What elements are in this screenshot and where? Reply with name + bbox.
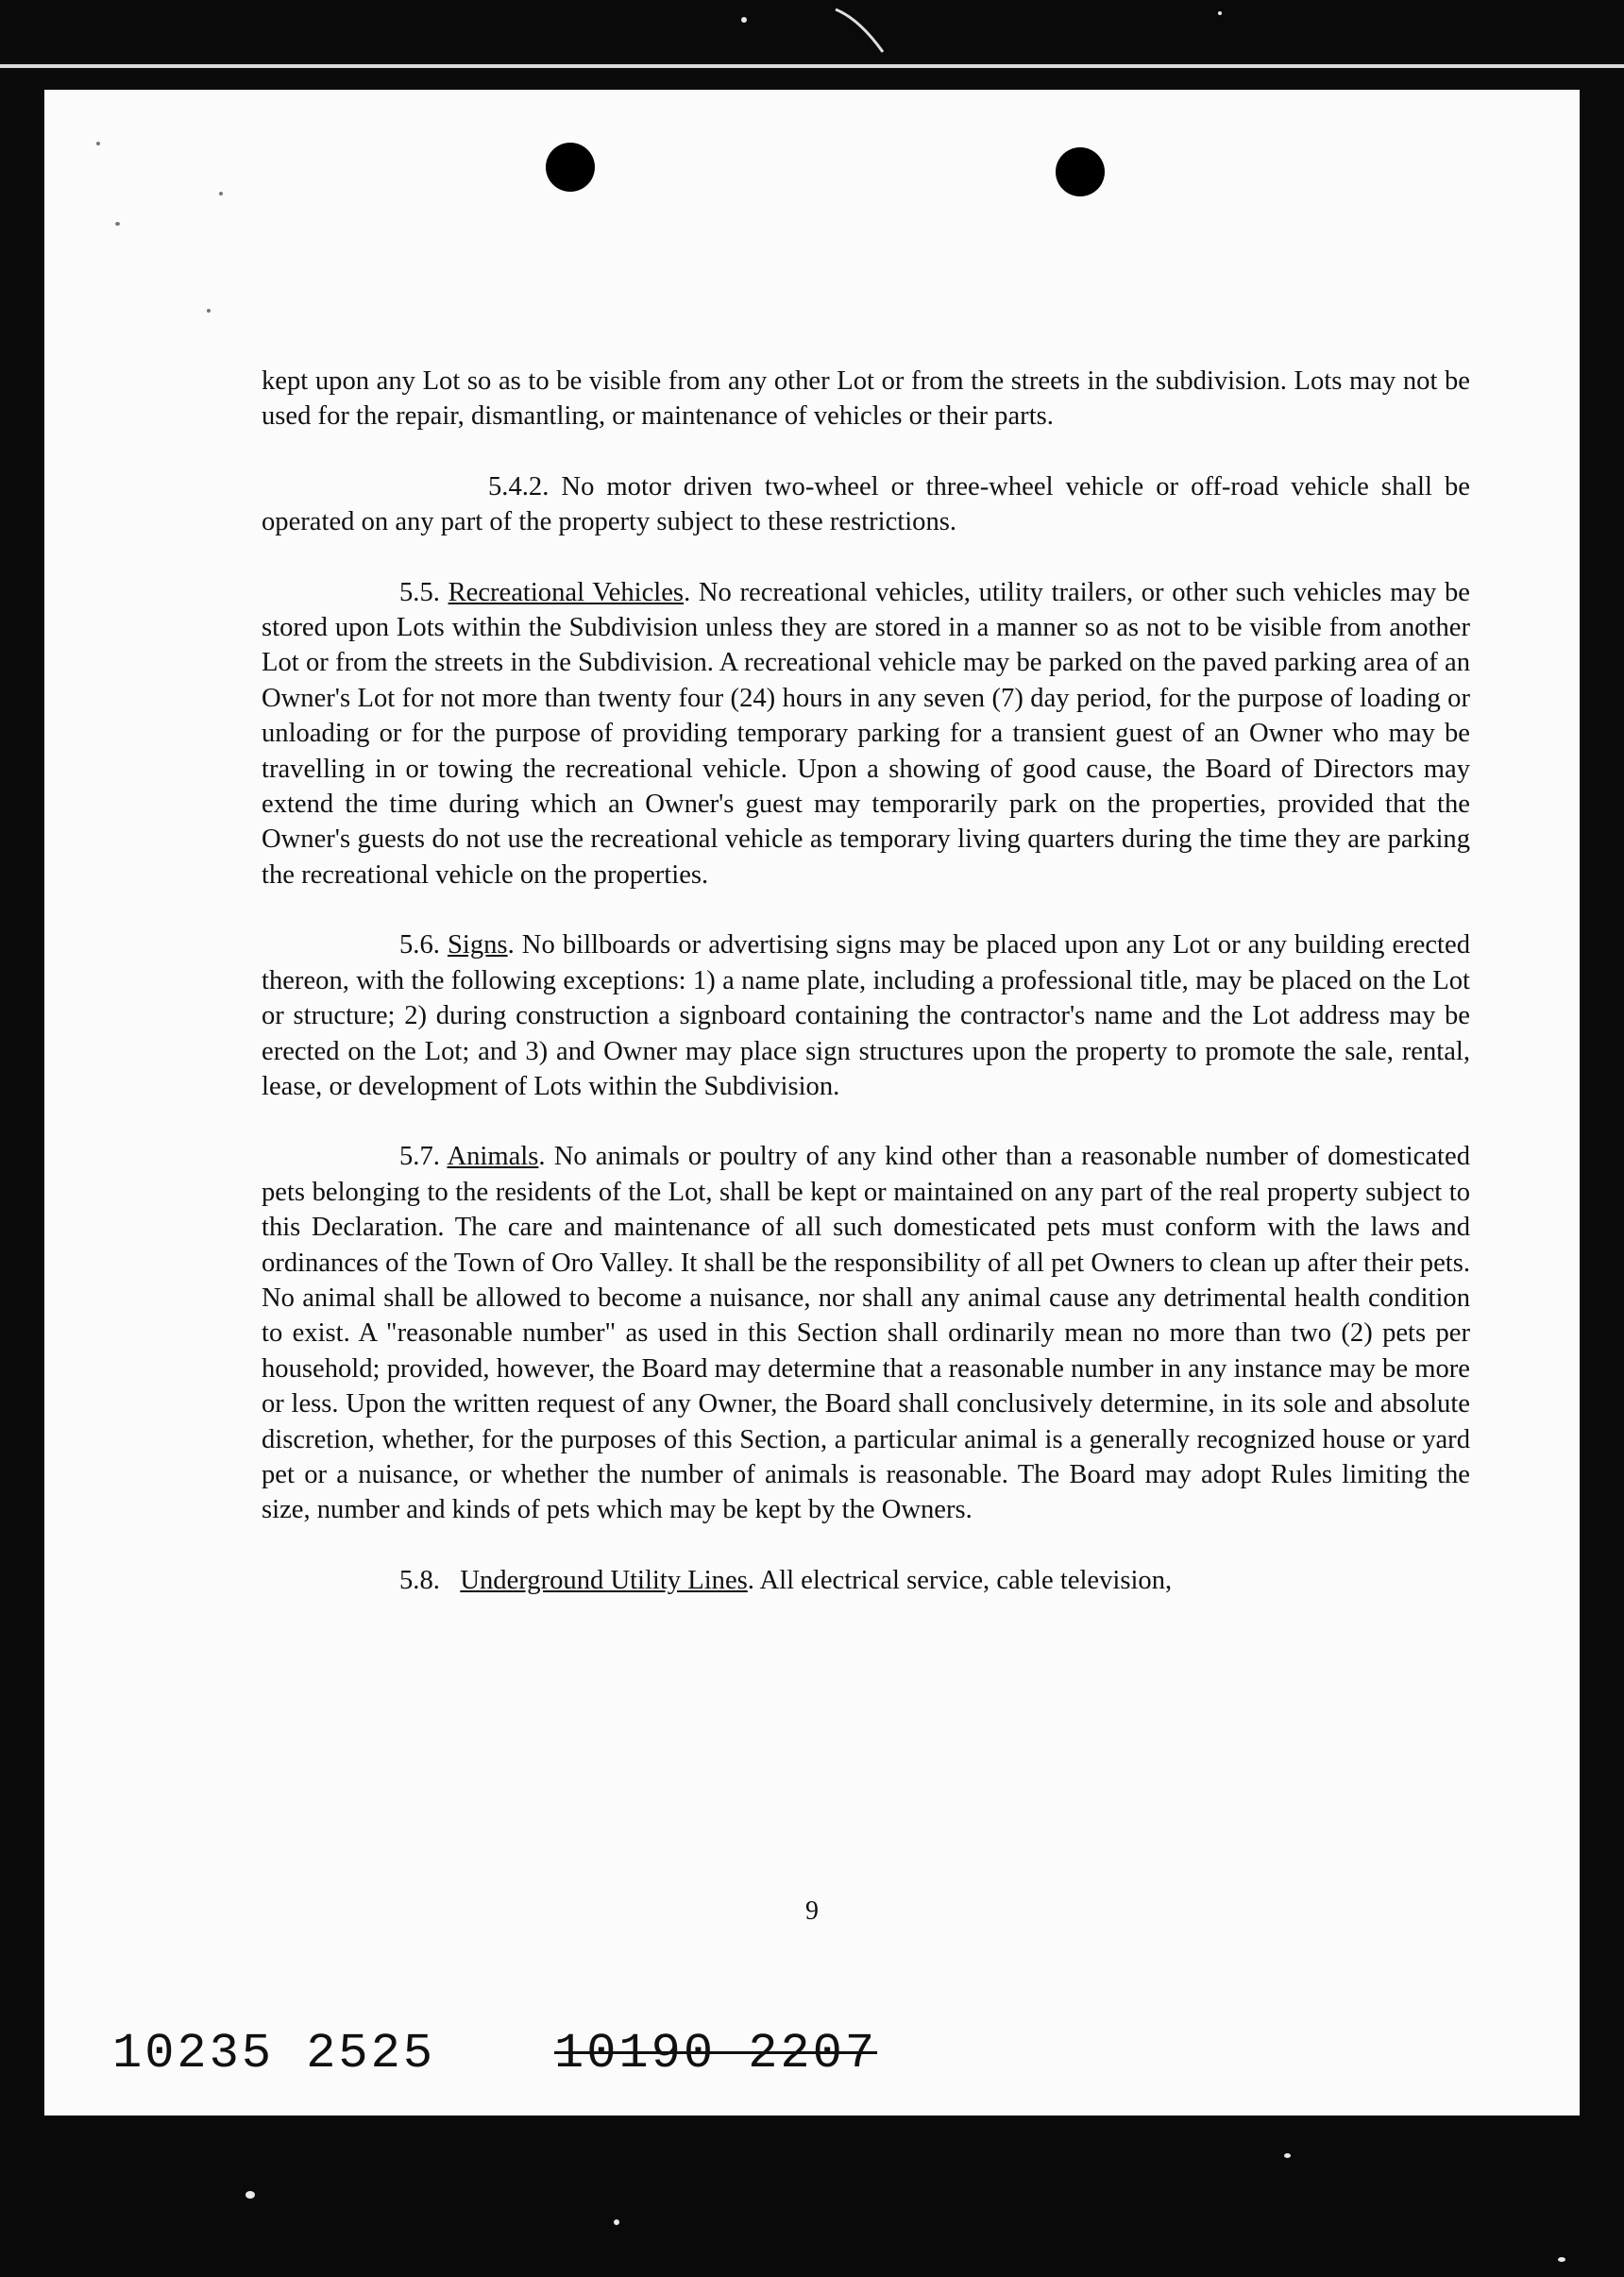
- punch-hole-left: [546, 143, 595, 192]
- scan-mark: [831, 0, 897, 57]
- paragraph-5-8: 5.8. Underground Utility Lines. All electrical service, cable television,: [399, 1565, 1173, 1595]
- page-speck: [115, 222, 120, 226]
- section-number: 5.7.: [399, 1142, 440, 1172]
- page-speck: [96, 142, 100, 145]
- scan-speck: [614, 2219, 619, 2225]
- section-heading: Animals: [447, 1142, 539, 1172]
- recording-number: 10235 2525: [112, 2026, 436, 2082]
- scan-speck: [741, 17, 747, 23]
- page-speck: [207, 309, 211, 313]
- paragraph-5-6: 5.6. Signs. No billboards or advertising signs may be placed upon any Lot or any building erected thereon, with the following exceptions: 1) a name plate, including a professional title, may be placed on the Lot or structure; 2) during construction a signboard containing the contractor's name and the Lot address may be erected on the Lot; and 3) and Owner may place sign structures upon the property to promote the sale, rental, lease, or development of Lots within the Subdivision.: [262, 930, 1470, 1101]
- paragraph-continuation: kept upon any Lot so as to be visible from any other Lot or from the streets in the subdivision. Lots may not be used for the repair, dismantling, or maintenance of vehicles or their parts.: [262, 366, 1470, 432]
- scan-speck: [1284, 2153, 1291, 2158]
- page-number: 9: [805, 1896, 819, 1926]
- document-page: [44, 90, 1580, 2116]
- page-speck: [219, 192, 223, 195]
- paragraph-5-5: 5.5. Recreational Vehicles. No recreational vehicles, utility trailers, or other such vehicles may be stored upon Lots within the Subdivision unless they are stored in a manner so as not to be visible from another Lot or from the streets in the Subdivision. A recreational vehicle may be parked on the paved parking area of an Owner's Lot for not more than twenty four (24) hours in any seven (7) day period, for the purpose of loading or unloading or for the purpose of providing temporary parking for a transient guest of an Owner who may be travelling in or towing the recreational vehicle. Upon a showing of good cause, the Board of Directors may extend the time during which an Owner's guest may temporarily park on the properties, provided that the Owner's guests do not use the recreational vehicle as temporary living quarters during the time they are parking the recreational vehicle on the properties.: [262, 577, 1470, 890]
- scan-top-edge-line: [0, 64, 1624, 68]
- section-number: 5.8.: [399, 1565, 440, 1595]
- section-number: 5.6.: [399, 930, 440, 960]
- paragraph-5-7: 5.7. Animals. No animals or poultry of any kind other than a reasonable number of domesticated pets belonging to the residents of the Lot, shall be kept or maintained on any part of the real property subject to this Declaration. The care and maintenance of all such domesticated pets must conform with the laws and ordinances of the Town of Oro Valley. It shall be the responsibility of all pet Owners to clean up after their pets. No animal shall be allowed to become a nuisance, nor shall any animal cause any detrimental health condition to exist. A "reasonable number" as used in this Section shall ordinarily mean no more than two (2) pets per household; provided, however, the Board may determine that a reasonable number in any instance may be more or less. Upon the written request of any Owner, the Board shall conclusively determine, in its sole and absolute discretion, whether, for the purposes of this Section, a particular animal is a generally recognized house or yard pet or a nuisance, or whether the number of animals is reasonable. The Board may adopt Rules limiting the size, number and kinds of pets which may be kept by the Owners.: [262, 1142, 1470, 1525]
- scan-speck: [1558, 2257, 1565, 2262]
- punch-hole-right: [1056, 147, 1105, 196]
- body-text: [262, 364, 1470, 1598]
- section-number: 5.5.: [399, 577, 440, 607]
- paragraph-5-4-2: 5.4.2. No motor driven two-wheel or three-wheel vehicle or off-road vehicle shall be operated on any part of the property subject to these restrictions.: [262, 471, 1470, 537]
- scan-speck: [1218, 11, 1222, 15]
- section-heading: Recreational Vehicles: [448, 577, 685, 607]
- section-number: 5.4.2.: [488, 471, 550, 501]
- section-heading: Underground Utility Lines: [460, 1565, 748, 1595]
- scan-speck: [245, 2191, 255, 2199]
- struck-recording-number: 10190 2207: [554, 2026, 878, 2082]
- section-heading: Signs: [447, 930, 508, 960]
